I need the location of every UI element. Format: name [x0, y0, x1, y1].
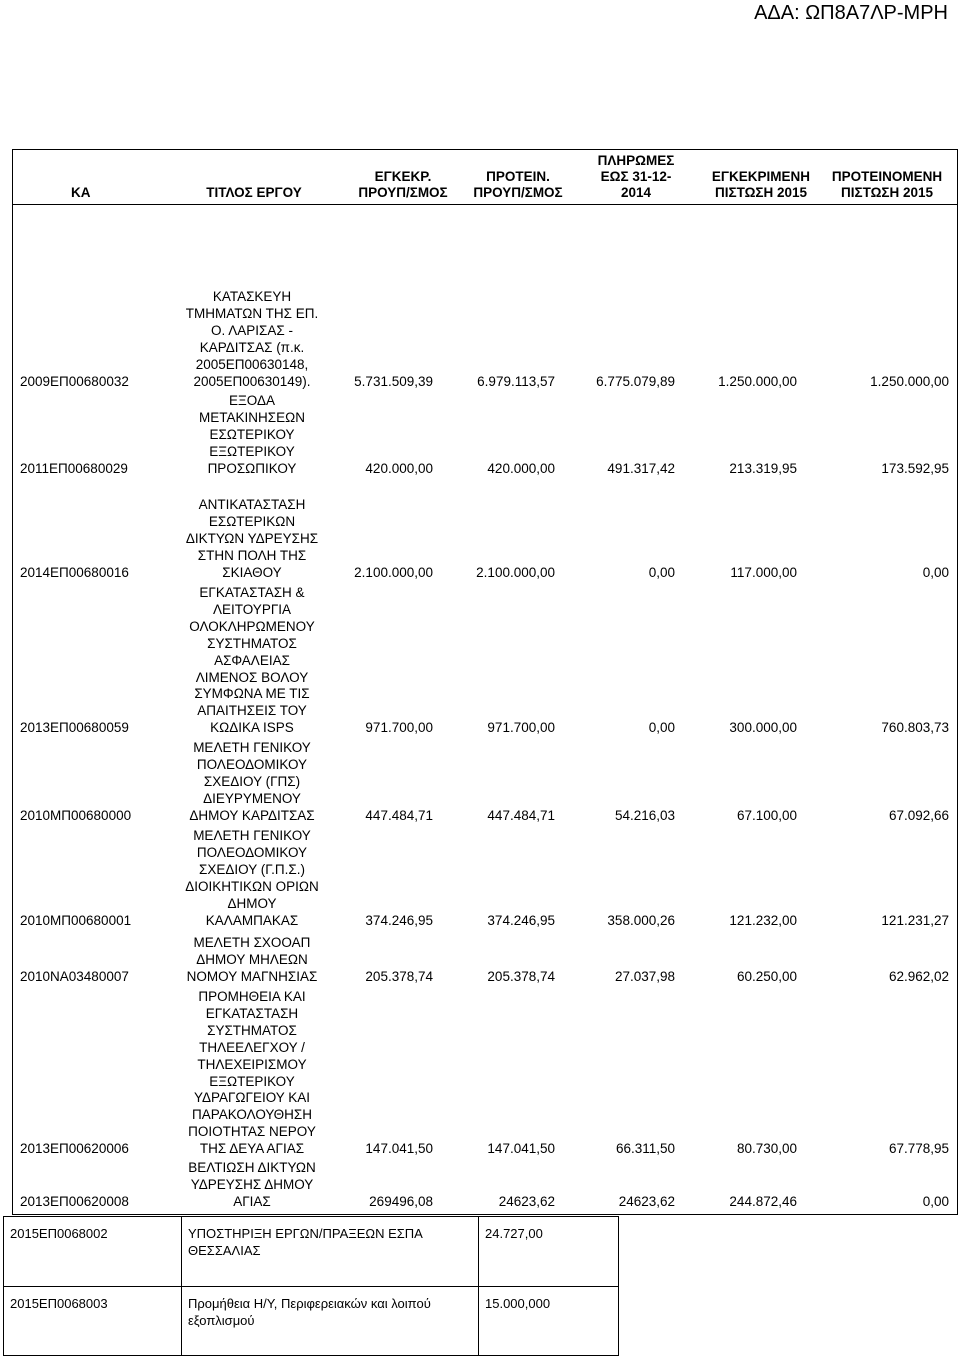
amount-v2: 374.246,95 — [487, 912, 555, 928]
amount-v1: 447.484,71 — [365, 807, 433, 823]
amount-v1: 420.000,00 — [365, 460, 433, 476]
header-approved-credit: ΕΓΚΕΚΡΙΜΕΝΗ ΠΙΣΤΩΣΗ 2015 — [711, 169, 811, 200]
amount-v1: 205.378,74 — [365, 968, 433, 984]
amount-v5: 173.592,95 — [881, 460, 949, 476]
amount-v1: 2.100.000,00 — [354, 564, 433, 580]
amount-v2: 447.484,71 — [487, 807, 555, 823]
amount-v3: 0,00 — [648, 720, 675, 736]
table-row — [4, 1217, 619, 1287]
amount-v4: 60.250,00 — [736, 968, 797, 984]
amount-v5: 62.962,02 — [888, 968, 949, 984]
project-title: ΜΕΛΕΤΗ ΓΕΝΙΚΟΥ ΠΟΛΕΟΔΟΜΙΚΟΥ ΣΧΕΔΙΟΥ (ΓΠΣ) ΔΙΕΥΡΥΜΕΝΟΥ ΔΗΜΟΥ ΚΑΡΔΙΤΣΑΣ — [189, 740, 315, 823]
project-title: ΚΑΤΑΣΚΕΥΗ ΤΜΗΜΑΤΩΝ ΤΗΣ ΕΠ. Ο. ΛΑΡΙΣΑΣ - ΚΑΡΔΙΤΣΑΣ (π.κ. 2005ΕΠ00630148, 2005ΕΠ00630149). — [185, 289, 319, 389]
amount-v4: 117.000,00 — [730, 564, 797, 580]
header-egkekr-budget: ΕΓΚΕΚΡ. ΠΡΟΥΠ/ΣΜΟΣ — [358, 169, 448, 200]
project-code: 2013ΕΠ00620006 — [20, 1141, 129, 1157]
amount-v5: 0,00 — [922, 564, 949, 580]
project-code: 2010ΝΑ03480007 — [20, 968, 129, 984]
project-code: 2014ΕΠ00680016 — [20, 564, 129, 580]
amount-v2: 2.100.000,00 — [476, 564, 555, 580]
amount-v3: 24623,62 — [618, 1193, 675, 1209]
amount-v2: 205.378,74 — [487, 968, 555, 984]
project-title: ΒΕΛΤΙΩΣΗ ΔΙΚΤΥΩΝ ΥΔΡΕΥΣΗΣ ΔΗΜΟΥ ΑΓΙΑΣ — [188, 1160, 316, 1209]
project-title: ΜΕΛΕΤΗ ΓΕΝΙΚΟΥ ΠΟΛΕΟΔΟΜΙΚΟΥ ΣΧΕΔΙΟΥ (Γ.Π.Σ.) ΔΙΟΙΚΗΤΙΚΩΝ ΟΡΙΩΝ ΔΗΜΟΥ ΚΑΛΑΜΠΑΚΑΣ — [185, 828, 319, 928]
header-proposed-credit: ΠΡΟΤΕΙΝΟΜΕΝΗ ΠΙΣΤΩΣΗ 2015 — [831, 169, 943, 200]
amount-v4: 300.000,00 — [729, 720, 797, 736]
project-title: Προμήθεια Η/Υ, Περιφερειακών και λοιπού εξοπλισμού — [182, 1287, 479, 1356]
header-protein-budget: ΠΡΟΤΕΙΝ. ΠΡΟΥΠ/ΣΜΟΣ — [473, 169, 563, 200]
project-title: ΕΞΟΔΑ ΜΕΤΑΚΙΝΗΣΕΩΝ ΕΣΩΤΕΡΙΚΟΥ ΕΞΩΤΕΡΙΚΟΥ ΠΡΟΣΩΠΙΚΟΥ — [199, 393, 305, 476]
amount-v5: 67.778,95 — [888, 1141, 949, 1157]
amount-v3: 491.317,42 — [607, 460, 675, 476]
header-payments: ΠΛΗΡΩΜΕΣ ΕΩΣ 31-12- 2014 — [597, 153, 675, 200]
table-header — [12, 149, 958, 205]
amount-v2: 147.041,50 — [487, 1141, 555, 1157]
amount-v5: 760.803,73 — [881, 720, 949, 736]
project-title: ΑΝΤΙΚΑΤΑΣΤΑΣΗ ΕΣΩΤΕΡΙΚΩΝ ΔΙΚΤΥΩΝ ΥΔΡΕΥΣΗΣ ΣΤΗΝ ΠΟΛΗ ΤΗΣ ΣΚΙΑΘΟΥ — [185, 497, 319, 580]
amount-v3: 6.775.079,89 — [596, 373, 675, 389]
project-code: 2010ΜΠ00680001 — [20, 912, 132, 928]
project-code: 2009ΕΠ00680032 — [20, 373, 129, 389]
budget-table — [12, 149, 958, 1215]
project-code: 2015ΕΠ0068003 — [4, 1287, 182, 1356]
amount-v4: 121.232,00 — [729, 912, 797, 928]
amount-v3: 66.311,50 — [615, 1141, 675, 1157]
amount-v1: 374.246,95 — [365, 912, 433, 928]
header-title: ΤΙΤΛΟΣ ΕΡΓΟΥ — [206, 185, 302, 200]
project-code: 2015ΕΠ0068002 — [4, 1217, 182, 1287]
additional-projects-table — [3, 1216, 619, 1356]
amount-v5: 67.092,66 — [888, 807, 949, 823]
amount-v1: 5.731.509,39 — [354, 373, 433, 389]
amount-v4: 213.319,95 — [729, 460, 797, 476]
amount-v5: 1.250.000,00 — [870, 373, 949, 389]
table-body — [12, 205, 958, 1215]
amount-v2: 24623,62 — [498, 1193, 555, 1209]
amount-v3: 54.216,03 — [614, 807, 675, 823]
project-title: ΥΠΟΣΤΗΡΙΞΗ ΕΡΓΩΝ/ΠΡΑΞΕΩΝ ΕΣΠΑ ΘΕΣΣΑΛΙΑΣ — [182, 1217, 479, 1287]
header-ka: ΚΑ — [71, 185, 91, 200]
amount-v1: 269496,08 — [369, 1193, 433, 1209]
amount-v1: 971.700,00 — [365, 720, 433, 736]
project-code: 2013ΕΠ00680059 — [20, 720, 129, 736]
amount-v3: 0,00 — [648, 564, 675, 580]
amount-v3: 27.037,98 — [614, 968, 675, 984]
project-title: ΜΕΛΕΤΗ ΣΧΟΟΑΠ ΔΗΜΟΥ ΜΗΛΕΩΝ ΝΟΜΟΥ ΜΑΓΝΗΣΙΑΣ — [186, 935, 318, 984]
amount-v5: 0,00 — [922, 1193, 949, 1209]
amount-v3: 358.000,26 — [607, 912, 675, 928]
table-row — [4, 1287, 619, 1356]
project-title: ΕΓΚΑΤΑΣΤΑΣΗ & ΛΕΙΤΟΥΡΓΙΑ ΟΛΟΚΛΗΡΩΜΕΝΟΥ ΣΥΣΤΗΜΑΤΟΣ ΑΣΦΑΛΕΙΑΣ ΛΙΜΕΝΟΣ ΒΟΛΟΥ ΣΥΜΦΩΝΑ ΜΕ ΤΙΣ ΑΠΑΙΤΗΣΕΙΣ ΤΟΥ ΚΩΔΙΚΑ ISPS — [189, 585, 315, 736]
amount-v4: 1.250.000,00 — [718, 373, 797, 389]
project-amount: 24.727,00 — [479, 1217, 619, 1287]
amount-v5: 121.231,27 — [881, 912, 949, 928]
project-code: 2013ΕΠ00620008 — [20, 1193, 129, 1209]
project-code: 2011ΕΠ00680029 — [20, 460, 128, 476]
project-code: 2010ΜΠ00680000 — [20, 807, 132, 823]
amount-v2: 420.000,00 — [487, 460, 555, 476]
amount-v4: 80.730,00 — [736, 1141, 797, 1157]
project-title: ΠΡΟΜΗΘΕΙΑ ΚΑΙ ΕΓΚΑΤΑΣΤΑΣΗ ΣΥΣΤΗΜΑΤΟΣ ΤΗΛΕΕΛΕΓΧΟΥ / ΤΗΛΕΧΕΙΡΙΣΜΟΥ ΕΞΩΤΕΡΙΚΟΥ ΥΔΡΑΓΩΓΕΙΟΥ ΚΑΙ ΠΑΡΑΚΟΛΟΥΘΗΣΗ ΠΟΙΟΤΗΤΑΣ ΝΕΡΟΥ ΤΗΣ ΔΕΥΑ ΑΓΙΑΣ — [188, 989, 316, 1157]
project-amount: 15.000,000 — [479, 1287, 619, 1356]
amount-v1: 147.041,50 — [365, 1141, 433, 1157]
amount-v4: 67.100,00 — [736, 807, 797, 823]
ada-stamp: ΑΔΑ: ΩΠ8Α7ΛΡ-ΜΡΗ — [754, 2, 948, 24]
amount-v4: 244.872,46 — [729, 1193, 797, 1209]
amount-v2: 971.700,00 — [487, 720, 555, 736]
amount-v2: 6.979.113,57 — [477, 373, 555, 389]
